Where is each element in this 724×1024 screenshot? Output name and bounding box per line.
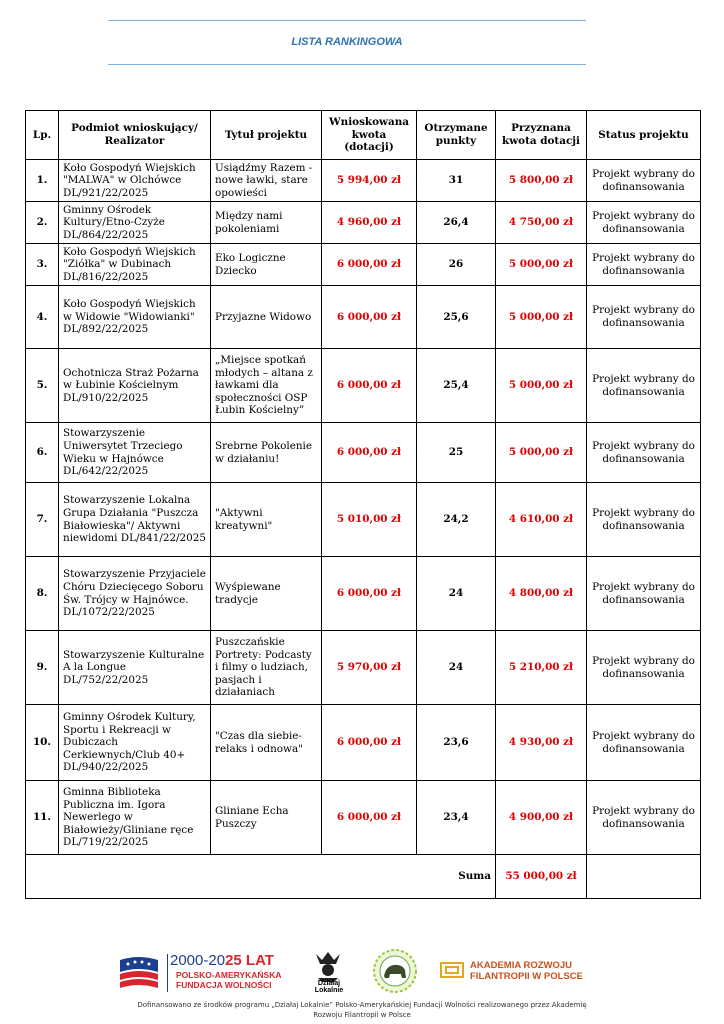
cell-podmiot: Ochotnicza Straż Pożarna w Łubinie Kościelnym DL/910/22/2025 xyxy=(59,349,211,423)
cell-lp: 8. xyxy=(26,557,59,631)
cell-tytul: "Czas dla siebie- relaks i odnowa" xyxy=(211,705,322,781)
cell-status: Projekt wybrany do dofinansowania xyxy=(587,286,701,349)
cell-wnioskowana: 6 000,00 zł xyxy=(322,244,417,286)
suma-row xyxy=(26,855,701,899)
table-row xyxy=(26,244,701,286)
table-header-row xyxy=(26,111,701,160)
cell-podmiot: Stowarzyszenie Przyjaciele Chóru Dziecięcego Soboru Św. Trójcy w Hajnówce. DL/1072/22/2025 xyxy=(59,557,211,631)
cell-punkty: 23,4 xyxy=(417,781,496,855)
top-rule xyxy=(108,20,586,21)
cell-wnioskowana: 6 000,00 zł xyxy=(322,705,417,781)
cell-tytul: Srebrne Pokolenie w działaniu! xyxy=(211,423,322,483)
cell-przyznana: 5 000,00 zł xyxy=(496,349,587,423)
cell-lp: 2. xyxy=(26,202,59,244)
cell-status: Projekt wybrany do dofinansowania xyxy=(587,244,701,286)
cell-przyznana: 5 000,00 zł xyxy=(496,244,587,286)
akademia-rozwoju-logo-icon xyxy=(440,962,464,978)
cell-punkty: 25,4 xyxy=(417,349,496,423)
cell-podmiot: Gminny Ośrodek Kultury/Etno-Czyże DL/864/22/2025 xyxy=(59,202,211,244)
cell-wnioskowana: 6 000,00 zł xyxy=(322,286,417,349)
cell-status: Projekt wybrany do dofinansowania xyxy=(587,557,701,631)
cell-wnioskowana: 5 010,00 zł xyxy=(322,483,417,557)
cell-lp: 9. xyxy=(26,631,59,705)
table-row xyxy=(26,286,701,349)
cell-podmiot: Koło Gospodyń Wiejskich "MALWA" w Olchówce DL/921/22/2025 xyxy=(59,160,211,202)
cell-status: Projekt wybrany do dofinansowania xyxy=(587,202,701,244)
table-row xyxy=(26,349,701,423)
cell-status: Projekt wybrany do dofinansowania xyxy=(587,160,701,202)
cell-przyznana: 4 900,00 zł xyxy=(496,781,587,855)
cell-podmiot: Koło Gospodyń Wiejskich w Widowie "Widowianki" DL/892/22/2025 xyxy=(59,286,211,349)
cell-wnioskowana: 5 970,00 zł xyxy=(322,631,417,705)
title-rule xyxy=(108,64,586,65)
header-punkty: Otrzymane punkty xyxy=(417,111,496,160)
bison-emblem-icon xyxy=(372,948,418,994)
pafw-years: 2000-2025 LAT xyxy=(170,952,274,969)
cell-przyznana: 4 750,00 zł xyxy=(496,202,587,244)
cell-podmiot: Gminna Biblioteka Publiczna im. Igora Newerlego w Białowieży/Gliniane ręce DL/719/22/2025 xyxy=(59,781,211,855)
table-row xyxy=(26,631,701,705)
cell-status: Projekt wybrany do dofinansowania xyxy=(587,483,701,557)
ranking-table xyxy=(25,110,701,899)
cell-tytul: Wyśpiewane tradycje xyxy=(211,557,322,631)
header-status: Status projektu xyxy=(587,111,701,160)
pafw-separator xyxy=(167,954,168,992)
table-row xyxy=(26,781,701,855)
cell-tytul: Przyjazne Widowo xyxy=(211,286,322,349)
cell-punkty: 24 xyxy=(417,557,496,631)
cell-wnioskowana: 6 000,00 zł xyxy=(322,349,417,423)
cell-przyznana: 5 000,00 zł xyxy=(496,286,587,349)
cell-tytul: „Miejsce spotkań młodych – altana z ławkami dla społeczności OSP Łubin Kościelny” xyxy=(211,349,322,423)
cell-punkty: 26 xyxy=(417,244,496,286)
cell-punkty: 23,6 xyxy=(417,705,496,781)
cell-podmiot: Koło Gospodyń Wiejskich "Ziółka" w Dubinach DL/816/22/2025 xyxy=(59,244,211,286)
cell-lp: 10. xyxy=(26,705,59,781)
cell-tytul: Gliniane Echa Puszczy xyxy=(211,781,322,855)
cell-status: Projekt wybrany do dofinansowania xyxy=(587,631,701,705)
cell-przyznana: 5 210,00 zł xyxy=(496,631,587,705)
cell-punkty: 31 xyxy=(417,160,496,202)
cell-tytul: Między nami pokoleniami xyxy=(211,202,322,244)
pafw-name: POLSKO-AMERYKAŃSKA FUNDACJA WOLNOŚCI xyxy=(176,970,282,990)
cell-status: Projekt wybrany do dofinansowania xyxy=(587,705,701,781)
cell-lp: 3. xyxy=(26,244,59,286)
table-row xyxy=(26,423,701,483)
cell-punkty: 25 xyxy=(417,423,496,483)
cell-wnioskowana: 4 960,00 zł xyxy=(322,202,417,244)
cell-tytul: "Aktywni kreatywni" xyxy=(211,483,322,557)
logo-strip xyxy=(0,946,724,996)
suma-empty-cell xyxy=(587,855,701,899)
cell-status: Projekt wybrany do dofinansowania xyxy=(587,781,701,855)
table-row xyxy=(26,557,701,631)
cell-lp: 1. xyxy=(26,160,59,202)
cell-lp: 11. xyxy=(26,781,59,855)
header-tytul: Tytuł projektu xyxy=(211,111,322,160)
cell-przyznana: 4 610,00 zł xyxy=(496,483,587,557)
cell-tytul: Usiądźmy Razem - nowe ławki, stare opowieści xyxy=(211,160,322,202)
cell-lp: 7. xyxy=(26,483,59,557)
cell-podmiot: Stowarzyszenie Lokalna Grupa Działania "Puszcza Białowieska"/ Aktywni niewidomi DL/841/22/2025 xyxy=(59,483,211,557)
cell-lp: 6. xyxy=(26,423,59,483)
page-title: LISTA RANKINGOWA xyxy=(291,36,403,48)
cell-lp: 4. xyxy=(26,286,59,349)
table-row xyxy=(26,202,701,244)
dzialaj-lokalnie-text: Działaj Lokalnie xyxy=(314,980,344,994)
cell-podmiot: Stowarzyszenie Kulturalne A la Longue DL/752/22/2025 xyxy=(59,631,211,705)
cell-wnioskowana: 6 000,00 zł xyxy=(322,781,417,855)
header-podmiot: Podmiot wnioskujący/ Realizator xyxy=(59,111,211,160)
table-row xyxy=(26,160,701,202)
cell-podmiot: Stowarzyszenie Uniwersytet Trzeciego Wieku w Hajnówce DL/642/22/2025 xyxy=(59,423,211,483)
cell-punkty: 25,6 xyxy=(417,286,496,349)
table-row xyxy=(26,705,701,781)
suma-label: Suma xyxy=(26,855,496,899)
cell-tytul: Puszczańskie Portrety: Podcasty i filmy o ludziach, pasjach i działaniach xyxy=(211,631,322,705)
cell-wnioskowana: 5 994,00 zł xyxy=(322,160,417,202)
suma-value: 55 000,00 zł xyxy=(496,855,587,899)
akademia-rozwoju-text: AKADEMIA ROZWOJU FILANTROPII W POLSCE xyxy=(470,960,583,982)
header-przyznana: Przyznana kwota dotacji xyxy=(496,111,587,160)
cell-lp: 5. xyxy=(26,349,59,423)
cell-przyznana: 5 000,00 zł xyxy=(496,423,587,483)
cell-wnioskowana: 6 000,00 zł xyxy=(322,423,417,483)
header-lp: Lp. xyxy=(26,111,59,160)
cell-przyznana: 5 800,00 zł xyxy=(496,160,587,202)
cell-tytul: Eko Logiczne Dziecko xyxy=(211,244,322,286)
pafw-flag-icon xyxy=(116,954,162,994)
cell-wnioskowana: 6 000,00 zł xyxy=(322,557,417,631)
cell-status: Projekt wybrany do dofinansowania xyxy=(587,423,701,483)
cell-podmiot: Gminny Ośrodek Kultury, Sportu i Rekreacji w Dubiczach Cerkiewnych/Club 40+ DL/940/22/2025 xyxy=(59,705,211,781)
table-row xyxy=(26,483,701,557)
footer-note: Dofinansowano ze środków programu „Działaj Lokalnie” Polsko-Amerykańskiej Fundacji Wolności realizowanego przez Akademię Rozwoju Filantropii w Polsce xyxy=(137,1001,587,1019)
cell-status: Projekt wybrany do dofinansowania xyxy=(587,349,701,423)
cell-punkty: 26,4 xyxy=(417,202,496,244)
cell-przyznana: 4 930,00 zł xyxy=(496,705,587,781)
cell-punkty: 24 xyxy=(417,631,496,705)
header-wnioskowana: Wnioskowana kwota (dotacji) xyxy=(322,111,417,160)
cell-punkty: 24,2 xyxy=(417,483,496,557)
cell-przyznana: 4 800,00 zł xyxy=(496,557,587,631)
